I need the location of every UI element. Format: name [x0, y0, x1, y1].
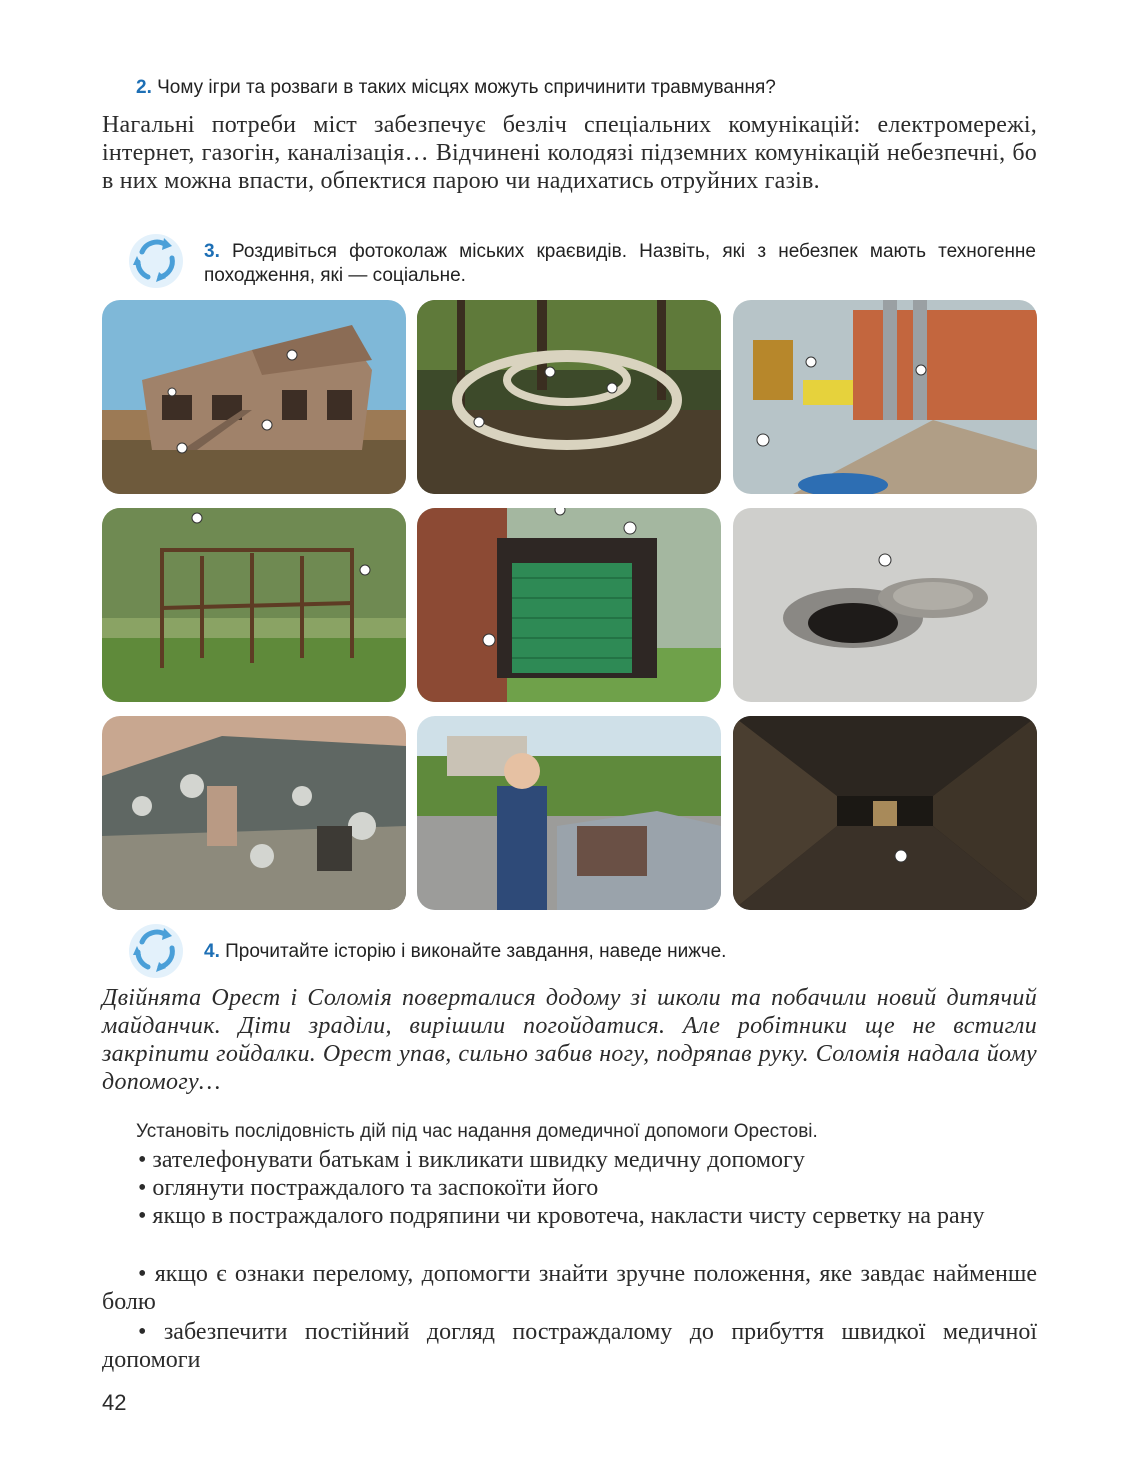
question-text: Прочитайте історію і виконайте завдання, наведе нижче. [225, 941, 727, 962]
abandoned-building-photo [102, 300, 406, 494]
construction-site-photo [733, 300, 1037, 494]
recycle-arrows-icon [124, 232, 188, 290]
garage-photo [417, 508, 721, 702]
rusty-frame-photo [102, 508, 406, 702]
recycle-arrows-icon [124, 922, 188, 980]
page-number: 42 [102, 1390, 127, 1415]
dark-tunnel-photo [733, 716, 1037, 910]
question-number: 3. [204, 241, 220, 262]
question-text: Роздивіться фотоколаж міських краєвидів. Назвіть, які з небезпек мають техногенне походження, які — соціальне. [204, 241, 1036, 286]
task-text: Установіть послідовність дій під час надання домедичної допомоги Орестові. [136, 1121, 818, 1142]
question-number: 2. [136, 77, 152, 98]
stranger-car-photo [417, 716, 721, 910]
bullet-item: • зателефонувати батькам і викликати швидку медичну допомогу [138, 1147, 805, 1173]
bullet-item: • якщо в постраждалого подряпини чи кровотеча, накласти чисту серветку на рану [138, 1203, 985, 1229]
bullet-item: • оглянути постраждалого та заспокоїти його [138, 1175, 599, 1201]
story-text: Двійнята Орест і Соломія поверталися додому зі школи та побачили новий дитячий майданчик. Діти зраділи, вирішили погойдатися. Але робітники ще не встигли закріпити гойдалки. Орест упав, сильно забив ногу, подряпав руку. Соломія надала йому допомогу… [102, 985, 1037, 1095]
question-number: 4. [204, 941, 220, 962]
landfill-children-photo [102, 716, 406, 910]
question-2 [136, 76, 1036, 100]
question-text: Чому ігри та розваги в таких місцях можуть спричинити травмування? [157, 77, 776, 98]
question-3 [204, 240, 1036, 288]
open-manhole-photo [733, 508, 1037, 702]
intro-paragraph: Нагальні потреби міст забезпечує безліч спеціальних комунікацій: електромережі, інтернет, газогін, каналізація… Відчинені колодязі підземних комунікацій небезпечні, бо в них можна впасти, обпектися парою чи надихатись отруйних газів. [102, 112, 1037, 194]
question-4 [204, 940, 1036, 964]
bullet-item: • якщо є ознаки перелому, допомогти знайти зручне положення, яке завдає найменше болю [102, 1261, 1037, 1315]
bullet-item: • забезпечити постійний догляд постраждалому до прибуття швидкої медичної допомоги [102, 1319, 1037, 1373]
old-fountain-photo [417, 300, 721, 494]
